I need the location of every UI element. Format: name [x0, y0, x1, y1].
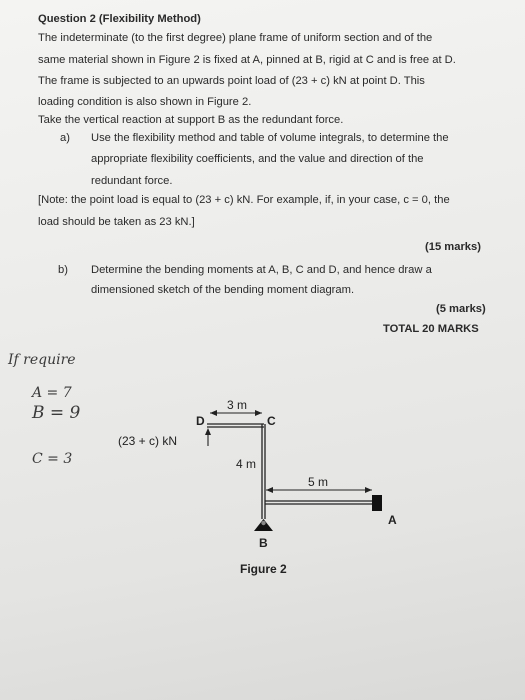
- part-a-line: appropriate flexibility coefficients, and the value and direction of the: [91, 153, 424, 165]
- intro-line: loading condition is also shown in Figure 2.: [38, 96, 252, 108]
- dimension-arrow-right: [255, 410, 262, 416]
- intro-line: same material shown in Figure 2 is fixed at A, pinned at B, rigid at C and is free at D.: [38, 54, 456, 66]
- figure-caption: Figure 2: [240, 562, 287, 576]
- dimension-arrow-right: [365, 487, 372, 493]
- part-b-line: dimensioned sketch of the bending moment diagram.: [91, 284, 355, 296]
- label-c: C: [267, 414, 276, 428]
- part-b-label: b): [58, 264, 68, 276]
- handwritten-line: C = 3: [32, 451, 73, 467]
- handwritten-line: A = 7: [32, 385, 72, 401]
- dim-ca-text: 5 m: [308, 475, 329, 489]
- question-title: Question 2 (Flexibility Method): [38, 13, 201, 25]
- part-a-line: Use the flexibility method and table of volume integrals, to determine the: [91, 132, 449, 144]
- load-arrow-head: [205, 428, 211, 435]
- intro-line: The indeterminate (to the first degree) plane frame of uniform section and of the: [38, 32, 433, 44]
- handwritten-heading: If require: [8, 352, 76, 368]
- label-d: D: [196, 414, 205, 428]
- load-text: (23 + c) kN: [118, 434, 178, 448]
- dimension-arrow-left: [210, 410, 217, 416]
- intro-line: Take the vertical reaction at support B as the redundant force.: [38, 114, 344, 126]
- part-a-line: redundant force.: [91, 175, 173, 187]
- part-b-line: Determine the bending moments at A, B, C and D, and hence draw a: [91, 264, 432, 276]
- dim-cb-text: 4 m: [236, 457, 257, 471]
- label-b: B: [259, 536, 268, 550]
- fixed-support-a: [372, 495, 382, 511]
- dim-dc-text: 3 m: [227, 398, 248, 412]
- part-a-marks: (15 marks): [425, 241, 481, 253]
- label-a: A: [388, 513, 397, 527]
- dimension-arrow-left: [266, 487, 273, 493]
- intro-line: The frame is subjected to an upwards point load of (23 + c) kN at point D. This: [38, 75, 425, 87]
- total-marks: TOTAL 20 MARKS: [383, 323, 479, 335]
- pin-circle: [261, 521, 265, 525]
- note-line: [Note: the point load is equal to (23 + c) kN. For example, if, in your case, c = 0, the: [38, 194, 450, 206]
- part-b-marks: (5 marks): [436, 303, 486, 315]
- note-line: load should be taken as 23 kN.]: [38, 216, 195, 228]
- part-a-label: a): [60, 132, 70, 144]
- handwritten-line: B = 9: [32, 403, 81, 423]
